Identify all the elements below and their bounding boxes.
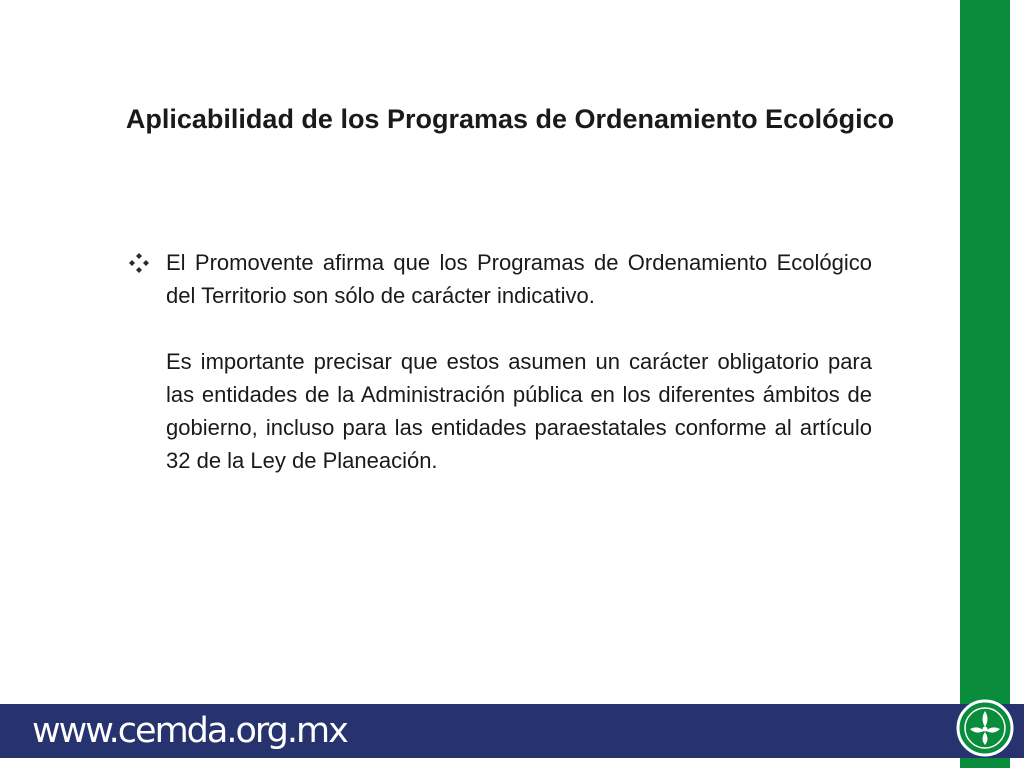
footer-url: www.cemda.org.mx [32,711,347,751]
bullet-paragraph: El Promovente afirma que los Programas de Ordenamiento Ecológico del Territorio son sólo de carácter indicativo. [166,250,872,308]
cemda-logo-icon [956,699,1014,757]
four-diamond-bullet-icon [128,252,150,274]
body-paragraph: Es importante precisar que estos asumen un carácter obligatorio para las entidades de la Administración pública en los diferentes ámbitos de gobierno, incluso para las entidades paraestatales conforme al artículo 32 de la Ley de Planeación. [166,349,872,473]
side-accent-bar [960,0,1010,768]
slide-body [166,246,872,477]
slide-title: Aplicabilidad de los Programas de Ordenamiento Ecológico [125,104,895,134]
